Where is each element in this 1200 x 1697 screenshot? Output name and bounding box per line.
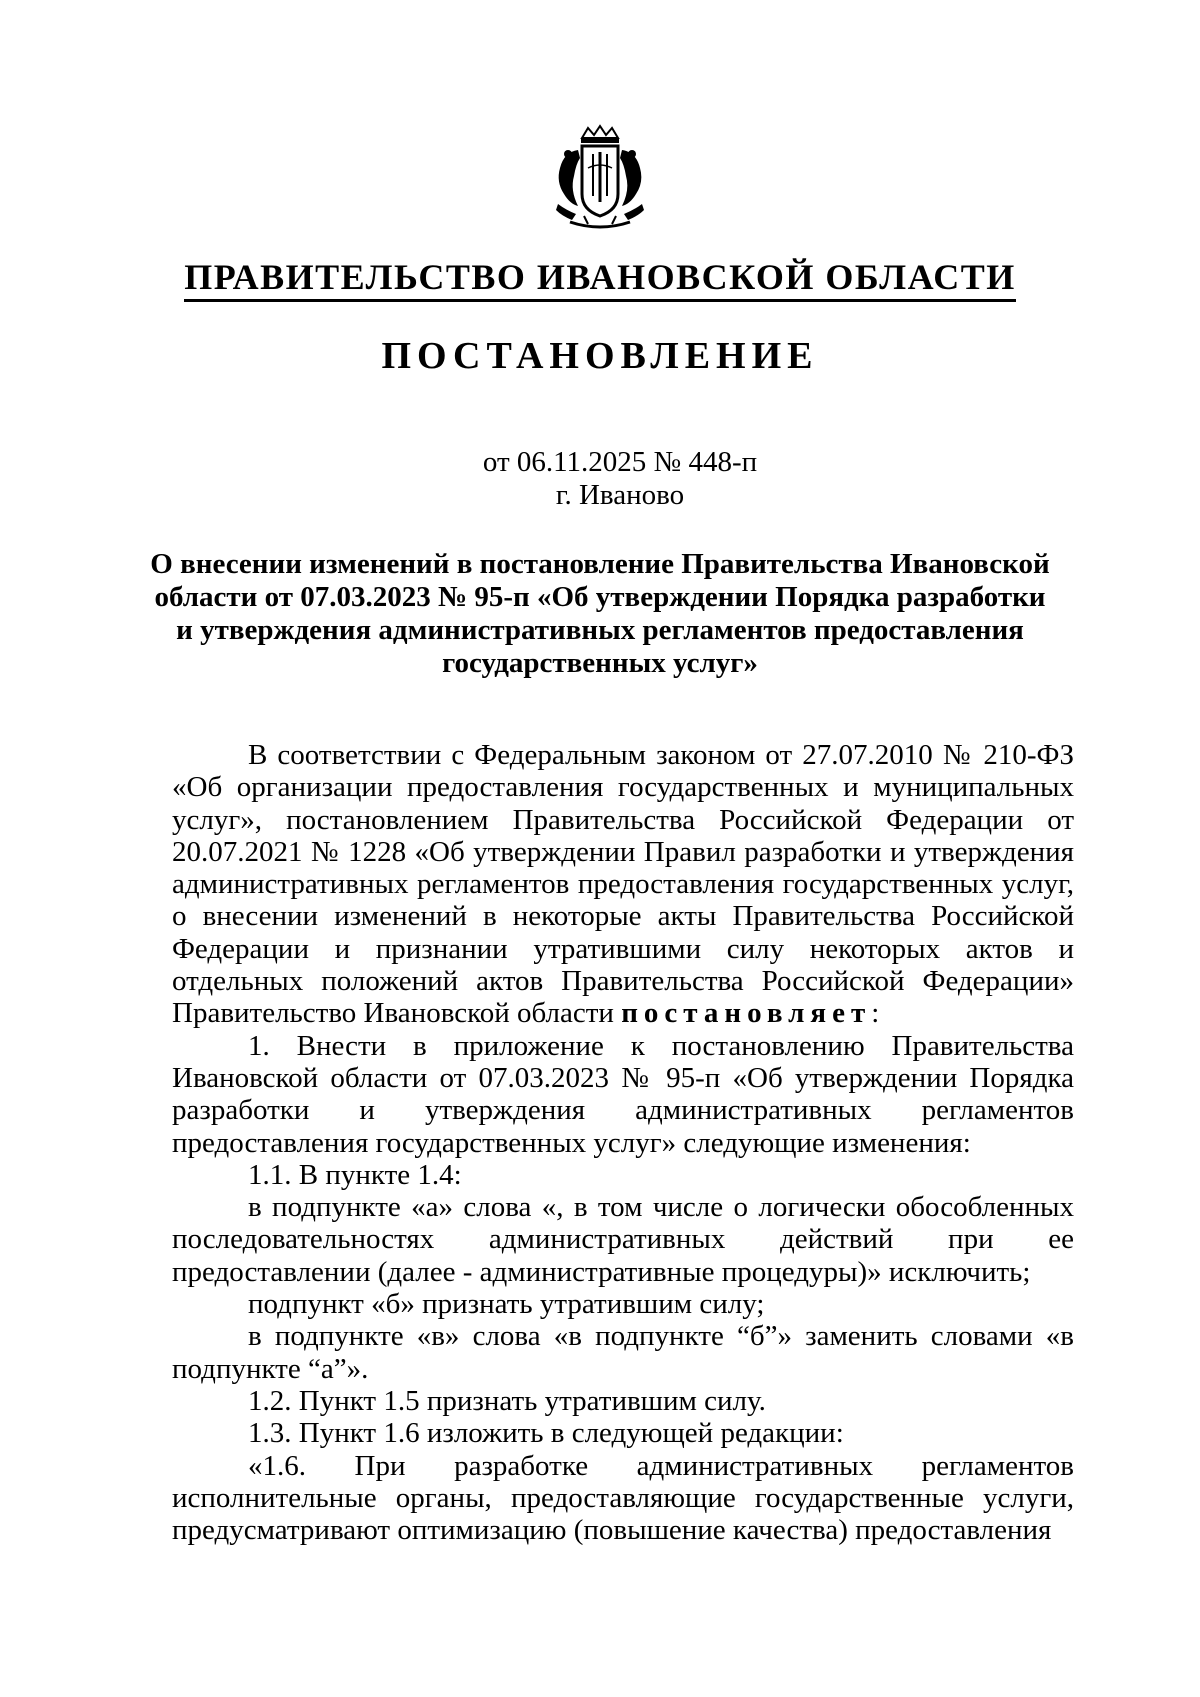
city: г. Иваново xyxy=(555,479,685,511)
paragraph-1: 1. Внести в приложение к постановлению Правительства Ивановской области от 07.03.2023 № 95-п «Об утверждении Порядка разработки и утверждения административных регламентов предоставления государственных услуг» следующие изменения: xyxy=(172,1029,1074,1159)
government-name: ПРАВИТЕЛЬСТВО ИВАНОВСКОЙ ОБЛАСТИ xyxy=(184,257,1016,302)
government-title xyxy=(0,256,1200,298)
paragraph-1-3: 1.3. Пункт 1.6 изложить в следующей редакции: xyxy=(248,1417,844,1450)
resolution-keyword: постановляет xyxy=(621,997,872,1030)
document-subject: О внесении изменений в постановление Правительства Ивановской области от 07.03.2023 № 95-п «Об утверждении Порядка разработки и утверждения административных регламентов предоставления государственных услуг» xyxy=(150,548,1050,679)
paragraph-1-1: 1.1. В пункте 1.4: xyxy=(248,1158,462,1191)
document-type: ПОСТАНОВЛЕНИЕ xyxy=(381,335,819,377)
date-number: от 06.11.2025 № 448-п xyxy=(482,446,758,478)
ivanovo-coat-of-arms-icon xyxy=(548,124,652,232)
paragraph-1-2: 1.2. Пункт 1.5 признать утратившим силу. xyxy=(248,1384,766,1417)
paragraph-subpoint-b: подпункт «б» признать утратившим силу; xyxy=(248,1288,765,1321)
preamble-text: В соответствии с Федеральным законом от 27.07.2010 № 210-ФЗ «Об организации предоставления государственных и муниципальных услуг», постановлением Правительства Российской Федерации от 20.07.2021 № 1228 «Об утверждении Правил разработки и утверждения административных регламентов предоставления государственных услуг, о внесении изменений в некоторые акты Правительства Российской Федерации и признании утратившими силу некоторых актов и отдельных положений актов Правительства Российской Федерации» Правительство Ивановской области xyxy=(172,739,1074,1030)
paragraph-subpoint-v: в подпункте «в» слова «в подпункте “б”» заменить словами «в подпункте “а”». xyxy=(172,1320,1074,1385)
paragraph-1-6-text: «1.6. При разработке административных регламентов исполнительные органы, предоставляющие государственные услуги, предусматривают оптимизацию (повышение качества) предоставления xyxy=(172,1449,1074,1547)
preamble-colon: : xyxy=(871,997,880,1030)
document-body xyxy=(172,739,1074,1546)
preamble xyxy=(172,739,1074,1030)
paragraph-subpoint-a: в подпункте «а» слова «, в том числе о логически обособленных последовательностях административных действий при ее предоставлении (далее - административные процедуры)» исключить; xyxy=(172,1191,1074,1288)
document-meta xyxy=(0,446,1200,512)
